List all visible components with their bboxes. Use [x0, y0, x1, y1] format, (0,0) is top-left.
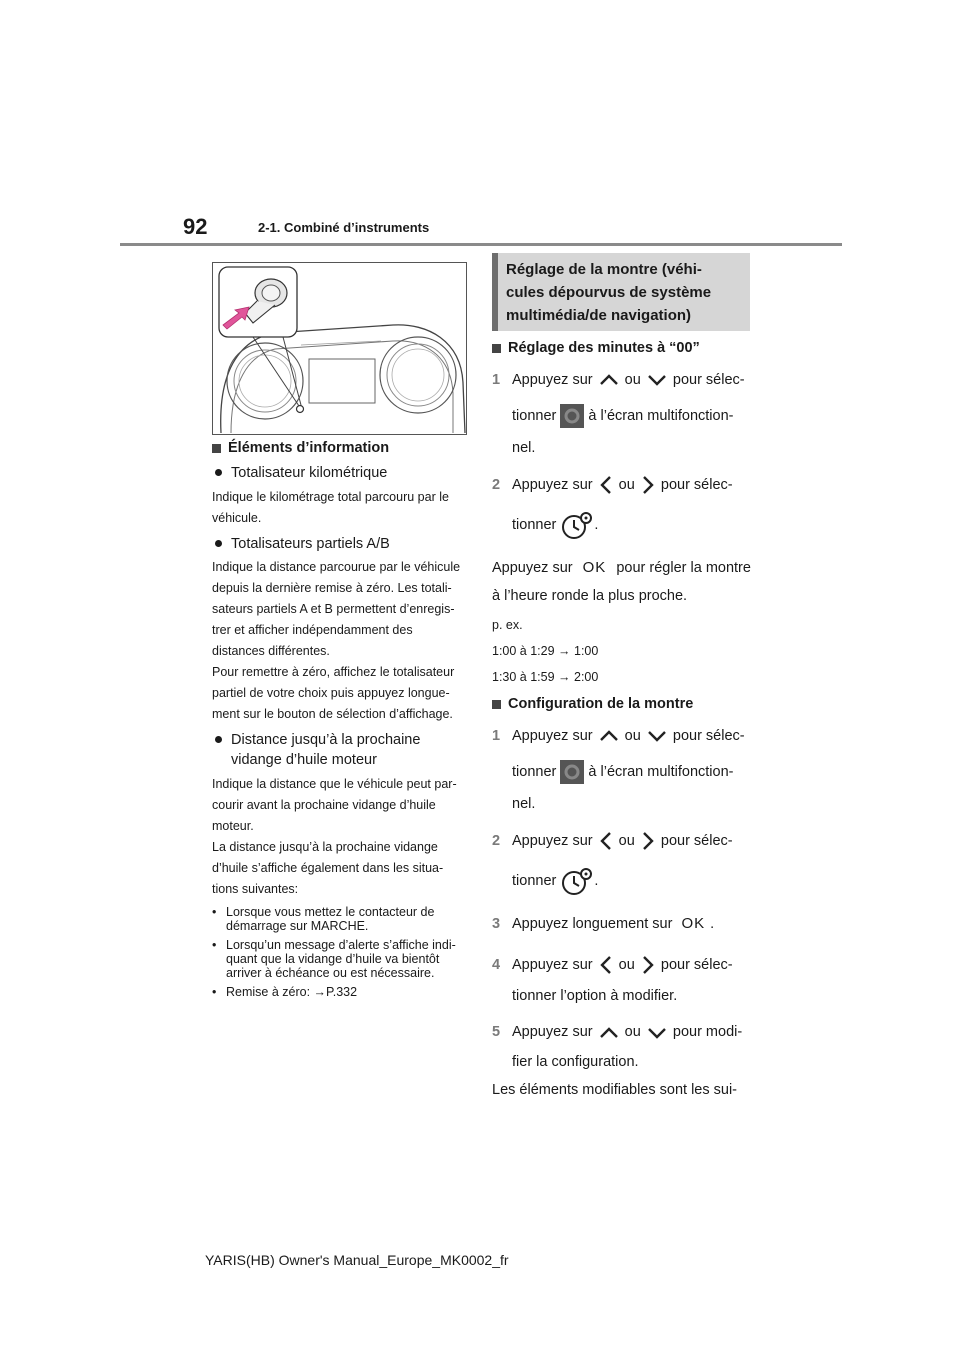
up-chevron-icon: [597, 1026, 621, 1040]
s1-step-2: 2 Appuyez sur ou pour sélec- tionner .: [492, 474, 754, 540]
section-title-information: Éléments d’information: [212, 438, 467, 458]
right-chevron-icon: [639, 954, 657, 976]
left-chevron-icon: [597, 954, 615, 976]
s2-step-4: 4 Appuyez sur ou pour sélec- tionner l’option à modifier.: [492, 954, 754, 1006]
example-block: p. ex. 1:00 à 1:29 → 1:00 1:30 à 1:59 → 2:00: [492, 618, 599, 685]
s2-step-5: 5 Appuyez sur ou pour modi- fier la configuration.: [492, 1024, 743, 1071]
down-chevron-icon: [645, 729, 669, 743]
list-item: • Lorsqu’un message d’alerte s’affiche indi- quant que la vidange d’huile va bientôt arriver à échéance ou est nécessaire.: [212, 938, 456, 980]
item-oil-text: Indique la distance que le véhicule peut par- courir avant la prochaine vidange d’huile moteur. La distance jusqu’à la prochaine vidange d’huile s’affiche également dans les situa- tions suivantes:: [212, 777, 457, 896]
header-divider: [120, 243, 842, 246]
footer-manual-id: YARIS(HB) Owner's Manual_Europe_MK0002_fr: [205, 1252, 509, 1268]
bullet-icon: [215, 540, 222, 547]
clock-settings-icon: [560, 510, 594, 540]
clock-setting-header: Réglage de la montre (véhi- cules dépourvus de système multimédia/de navigation): [492, 253, 750, 331]
page-number: 92: [183, 214, 208, 239]
bullet-icon: [215, 736, 222, 743]
right-chevron-icon: [639, 830, 657, 852]
ok-button-icon: OK: [681, 915, 706, 933]
item-odometer-title: Totalisateur kilométrique: [212, 463, 467, 483]
up-chevron-icon: [597, 373, 621, 387]
up-chevron-icon: [597, 729, 621, 743]
section-title-config: Configuration de la montre: [492, 694, 754, 714]
clock-settings-icon: [560, 866, 594, 896]
s1-step-1: 1 Appuyez sur ou pour sélec- tionner à l’écran multifonction- nel.: [492, 372, 745, 456]
list-item: • Lorsque vous mettez le contacteur de démarrage sur MARCHE.: [212, 905, 435, 933]
list-item: • Remise à zéro: →P.332: [212, 985, 358, 999]
settings-gear-icon: [560, 760, 584, 784]
s2-step-2: 2 Appuyez sur ou pour sélec- tionner .: [492, 830, 754, 896]
item-tripmeter-text: Indique la distance parcourue par le véhicule depuis la dernière remise à zéro. Les totali- sateurs partiels A et B permettent d’enregis- trer et afficher indépendamment des distances différentes. Pour remettre à zéro, affichez le totalisateur partiel de votre choix puis appuyez longue- ment sur le bouton de sélection d’affichage.: [212, 560, 461, 721]
s1-ok-paragraph: Appuyez sur OK pour régler la montre à l’heure ronde la plus proche.: [492, 559, 751, 605]
last-paragraph: Les éléments modifiables sont les sui-: [492, 1082, 738, 1099]
square-bullet-icon: [212, 444, 221, 453]
left-column: [212, 438, 467, 999]
item-oil-title: Distance jusqu’à la prochaine vidange d’huile moteur: [212, 730, 467, 770]
bullet-icon: [215, 469, 222, 476]
left-chevron-icon: [597, 474, 615, 496]
item-tripmeter-title: Totalisateurs partiels A/B: [212, 534, 467, 554]
square-bullet-icon: [492, 344, 501, 353]
s2-step-3: 3 Appuyez longuement sur OK .: [492, 915, 715, 933]
ok-button-icon: OK: [582, 559, 607, 577]
down-chevron-icon: [645, 1026, 669, 1040]
down-chevron-icon: [645, 373, 669, 387]
s2-step-1: 1 Appuyez sur ou pour sélec- tionner à l’écran multifonction- nel.: [492, 728, 745, 813]
instrument-cluster-illustration: [212, 262, 467, 435]
left-chevron-icon: [597, 830, 615, 852]
square-bullet-icon: [492, 700, 501, 709]
right-chevron-icon: [639, 474, 657, 496]
item-oil-list: [212, 905, 467, 999]
item-odometer-text: Indique le kilométrage total parcouru par le véhicule.: [212, 490, 449, 525]
settings-gear-icon: [560, 404, 584, 428]
section-title-minutes: Réglage des minutes à “00”: [492, 338, 754, 358]
right-column: [492, 338, 754, 1100]
chapter-title: 2-1. Combiné d’instruments: [258, 220, 430, 235]
